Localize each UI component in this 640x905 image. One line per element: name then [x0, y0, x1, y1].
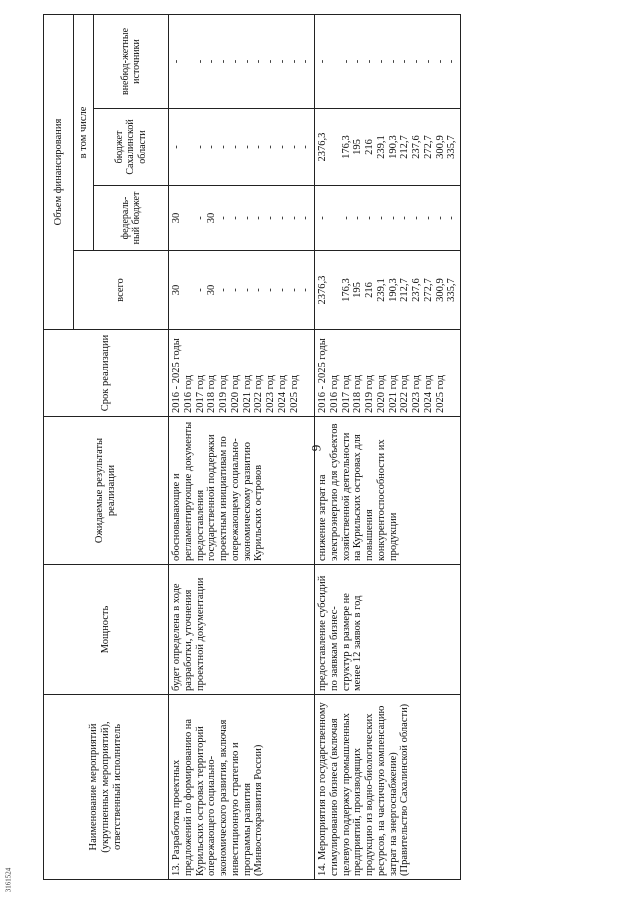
header-funding: Объем финансирования [44, 14, 74, 329]
total-value: 190,3 [387, 278, 399, 302]
row-name-cell [169, 695, 315, 880]
total-value [183, 254, 195, 326]
regional-value: - [288, 145, 300, 149]
federal-value: - [276, 216, 288, 220]
row-results: обосновывающие и регламентирующие документы предоставления государственной поддержки проектным инициативам по опережающему социально-экономическому развитию Курильских островов [169, 417, 315, 565]
total-value: - [218, 288, 229, 292]
year-line: 2019 год [218, 375, 229, 413]
offbudget-value: - [340, 59, 352, 64]
row-capacity: предоставление субсидий по заявкам бизнес-структур в размере не менее 12 заявок в год [315, 565, 461, 695]
offbudget-value: - [206, 59, 218, 64]
row-offbudget [315, 14, 461, 108]
offbudget-value: - [253, 59, 265, 64]
table-row [315, 14, 461, 879]
side-stamp: 3161524 [4, 867, 13, 893]
regional-value: 239,1 [375, 135, 387, 159]
federal-value: - [218, 216, 229, 220]
year-line: 2023 год [265, 375, 276, 413]
regional-value: 2376,3 [317, 132, 328, 162]
federal-value: - [241, 216, 253, 220]
total-value: 176,3 [340, 278, 352, 302]
federal-value: - [422, 216, 434, 220]
federal-value: - [229, 216, 241, 220]
year-line: 2024 год [276, 375, 288, 413]
offbudget-value: - [300, 59, 312, 64]
year-line: 2022 год [399, 375, 411, 413]
regional-value: - [218, 145, 229, 149]
row-years [315, 330, 461, 417]
regional-value: 190,3 [387, 135, 399, 159]
federal-value: - [375, 216, 387, 220]
row-name-cell [315, 695, 461, 880]
total-value: 216 [364, 282, 375, 298]
row-regional [169, 109, 315, 186]
federal-value [183, 189, 195, 247]
row-years [169, 330, 315, 417]
offbudget-value: - [411, 59, 422, 64]
offbudget-value: - [229, 59, 241, 64]
total-value: - [288, 288, 300, 292]
row-capacity: будет определена в ходе разработки, уточнения проектной документации [169, 565, 315, 695]
row-number: 13. [171, 862, 182, 876]
federal-value [329, 189, 341, 247]
offbudget-value: - [288, 59, 300, 64]
regional-value: - [253, 145, 265, 149]
row-total [169, 251, 315, 330]
year-line: 2016 - 2025 годы [317, 338, 328, 413]
offbudget-value: - [265, 59, 276, 64]
year-line: 2022 год [253, 375, 265, 413]
offbudget-value: - [434, 59, 446, 64]
row-name: Разработка проектных предложений по формированию на Курильских островах территорий опережающего социально-экономического развития, включая инвестиционную стратегию и программы развития (Минвостокразвития России) [171, 718, 265, 876]
row-offbudget [169, 14, 315, 108]
regional-value: 216 [364, 139, 375, 155]
offbudget-value: - [317, 59, 328, 64]
federal-value: - [300, 216, 312, 220]
header-including: в том числе [74, 14, 94, 250]
regional-value: - [300, 145, 312, 149]
federal-value: - [446, 216, 458, 220]
regional-value: - [276, 145, 288, 149]
header-offbudget: внебюд-жетные источники [94, 14, 169, 108]
header-federal: федераль-ный бюджет [94, 186, 169, 251]
federal-value: - [434, 216, 446, 220]
year-line: 2016 - 2025 годы [171, 338, 182, 413]
offbudget-value: - [375, 59, 387, 64]
offbudget-value: - [352, 59, 364, 64]
federal-value: - [253, 216, 265, 220]
year-line: 2016 год [328, 375, 340, 413]
regional-value [329, 112, 341, 182]
year-line: 2017 год [340, 375, 352, 413]
total-value: 239,1 [375, 278, 387, 302]
total-value: 237,6 [411, 278, 422, 302]
federal-value: - [352, 216, 364, 220]
federal-value: - [288, 216, 300, 220]
offbudget-value: - [194, 59, 206, 64]
row-name: Мероприятия по государственному стимулированию бизнеса (включая целевую поддержку промышленных предприятий, производящих продукцию из водно-биологических ресурсов, на частичную компенсацию затрат на энергоснабжение) (Правительство Сахалинской области) [317, 702, 411, 876]
regional-value: 176,3 [340, 135, 352, 159]
year-line: 2018 год [352, 375, 364, 413]
offbudget-value: - [218, 59, 229, 64]
year-line: 2016 год [182, 375, 194, 413]
year-line: 2024 год [422, 375, 434, 413]
header-results: Ожидаемые результаты реализации [44, 417, 169, 565]
row-number: 14. [317, 862, 328, 876]
year-line: 2019 год [364, 375, 375, 413]
offbudget-value: - [171, 59, 182, 64]
total-value: - [194, 288, 206, 292]
rotated-table-wrapper [43, 15, 623, 880]
header-term: Срок реализации [44, 330, 169, 417]
regional-value: 195 [352, 139, 364, 155]
page-number: 9 [308, 444, 324, 452]
federal-value: 30 [206, 212, 218, 224]
header-total: всего [74, 251, 169, 330]
table-row [169, 14, 315, 879]
regional-value: - [265, 145, 276, 149]
regional-value: - [241, 145, 253, 149]
offbudget-value: - [364, 59, 375, 64]
total-value: 335,7 [446, 278, 458, 302]
regional-value: 335,7 [446, 135, 458, 159]
federal-value: - [387, 216, 399, 220]
federal-value: - [399, 216, 411, 220]
total-value: 212,7 [399, 278, 411, 302]
row-results: снижение затрат на электроэнергию для субъектов хозяйственной деятельности на Курильских островах для повышения конкурентоспособности их продукции [315, 417, 461, 565]
total-value: 272,7 [422, 278, 434, 302]
row-federal [315, 186, 461, 251]
regional-value: 212,7 [399, 135, 411, 159]
header-regional: бюджет Сахалинской области [94, 109, 169, 186]
total-value: - [265, 288, 276, 292]
total-value [329, 254, 341, 326]
total-value: - [300, 288, 312, 292]
regional-value: - [171, 145, 182, 149]
row-federal [169, 186, 315, 251]
year-line: 2017 год [194, 375, 206, 413]
regional-value: 237,6 [411, 135, 422, 159]
federal-value: - [364, 216, 375, 220]
total-value: - [241, 288, 253, 292]
funding-table [43, 14, 461, 880]
total-value: - [276, 288, 288, 292]
federal-value: - [411, 216, 422, 220]
row-regional [315, 109, 461, 186]
offbudget-value [183, 18, 195, 105]
year-line: 2018 год [206, 375, 218, 413]
total-value: 30 [171, 284, 182, 296]
offbudget-value: - [399, 59, 411, 64]
federal-value: 30 [171, 212, 182, 224]
header-capacity: Мощность [44, 565, 169, 695]
federal-value: - [340, 216, 352, 220]
offbudget-value: - [422, 59, 434, 64]
federal-value: - [194, 216, 206, 220]
total-value: - [229, 288, 241, 292]
regional-value: 272,7 [422, 135, 434, 159]
header-name: Наименование мероприятий (укрупненных мероприятий), ответственный исполнитель [44, 695, 169, 880]
year-line: 2020 год [375, 375, 387, 413]
regional-value: 300,9 [434, 135, 446, 159]
table-body [169, 14, 461, 879]
regional-value [183, 112, 195, 182]
offbudget-value [329, 18, 341, 105]
offbudget-value: - [446, 59, 458, 64]
year-line: 2020 год [229, 375, 241, 413]
offbudget-value: - [241, 59, 253, 64]
regional-value: - [206, 145, 218, 149]
total-value: - [253, 288, 265, 292]
offbudget-value: - [276, 59, 288, 64]
federal-value: - [317, 216, 328, 220]
offbudget-value: - [387, 59, 399, 64]
federal-value: - [265, 216, 276, 220]
year-line: 2023 год [411, 375, 422, 413]
year-line: 2021 год [387, 375, 399, 413]
total-value: 2376,3 [317, 275, 328, 305]
year-line: 2021 год [241, 375, 253, 413]
total-value: 300,9 [434, 278, 446, 302]
year-line: 2025 год [288, 375, 300, 413]
total-value: 195 [352, 282, 364, 298]
row-total [315, 251, 461, 330]
total-value: 30 [206, 284, 218, 296]
regional-value: - [229, 145, 241, 149]
year-line: 2025 год [434, 375, 446, 413]
regional-value: - [194, 145, 206, 149]
